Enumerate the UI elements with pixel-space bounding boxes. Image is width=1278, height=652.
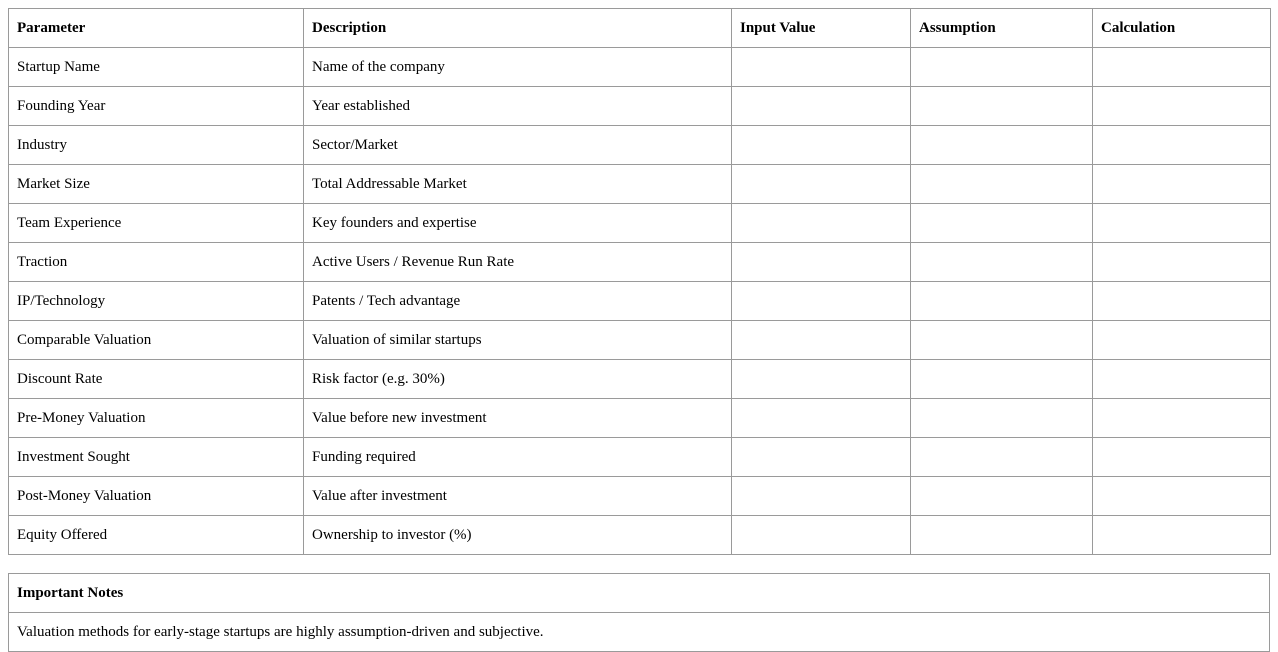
table-body	[9, 48, 1271, 555]
table-row	[9, 516, 1271, 555]
input-value-cell[interactable]	[732, 321, 911, 360]
assumption-cell[interactable]	[911, 477, 1093, 516]
table-row	[9, 282, 1271, 321]
header-assumption: Assumption	[911, 9, 1093, 48]
description-cell: Active Users / Revenue Run Rate	[304, 243, 732, 282]
calculation-cell[interactable]	[1093, 165, 1271, 204]
assumption-cell[interactable]	[911, 243, 1093, 282]
table-row	[9, 48, 1271, 87]
calculation-cell[interactable]	[1093, 438, 1271, 477]
description-cell: Patents / Tech advantage	[304, 282, 732, 321]
notes-body	[9, 613, 1270, 652]
parameter-cell: Post-Money Valuation	[9, 477, 304, 516]
calculation-cell[interactable]	[1093, 204, 1271, 243]
calculation-cell[interactable]	[1093, 48, 1271, 87]
assumption-cell[interactable]	[911, 126, 1093, 165]
table-row	[9, 243, 1271, 282]
calculation-cell[interactable]	[1093, 321, 1271, 360]
note-text: Valuation methods for early-stage startups are highly assumption-driven and subjective.	[9, 613, 1270, 652]
assumption-cell[interactable]	[911, 438, 1093, 477]
assumption-cell[interactable]	[911, 360, 1093, 399]
input-value-cell[interactable]	[732, 126, 911, 165]
description-cell: Valuation of similar startups	[304, 321, 732, 360]
table-row	[9, 87, 1271, 126]
assumption-cell[interactable]	[911, 399, 1093, 438]
input-value-cell[interactable]	[732, 87, 911, 126]
table-row	[9, 477, 1271, 516]
calculation-cell[interactable]	[1093, 243, 1271, 282]
description-cell: Ownership to investor (%)	[304, 516, 732, 555]
assumption-cell[interactable]	[911, 282, 1093, 321]
input-value-cell[interactable]	[732, 477, 911, 516]
parameter-cell: Traction	[9, 243, 304, 282]
header-input-value: Input Value	[732, 9, 911, 48]
table-row	[9, 360, 1271, 399]
parameter-cell: Equity Offered	[9, 516, 304, 555]
notes-header-row	[9, 574, 1270, 613]
header-row	[9, 9, 1271, 48]
notes-row	[9, 613, 1270, 652]
parameter-cell: Comparable Valuation	[9, 321, 304, 360]
calculation-cell[interactable]	[1093, 360, 1271, 399]
notes-table	[8, 573, 1270, 652]
assumption-cell[interactable]	[911, 204, 1093, 243]
description-cell: Total Addressable Market	[304, 165, 732, 204]
parameter-cell: IP/Technology	[9, 282, 304, 321]
input-value-cell[interactable]	[732, 204, 911, 243]
header-calculation: Calculation	[1093, 9, 1271, 48]
input-value-cell[interactable]	[732, 48, 911, 87]
calculation-cell[interactable]	[1093, 126, 1271, 165]
input-value-cell[interactable]	[732, 282, 911, 321]
table-row	[9, 438, 1271, 477]
parameter-cell: Founding Year	[9, 87, 304, 126]
assumption-cell[interactable]	[911, 516, 1093, 555]
description-cell: Year established	[304, 87, 732, 126]
input-value-cell[interactable]	[732, 516, 911, 555]
header-parameter: Parameter	[9, 9, 304, 48]
assumption-cell[interactable]	[911, 87, 1093, 126]
calculation-cell[interactable]	[1093, 477, 1271, 516]
parameter-cell: Industry	[9, 126, 304, 165]
assumption-cell[interactable]	[911, 321, 1093, 360]
calculation-cell[interactable]	[1093, 516, 1271, 555]
table-row	[9, 165, 1271, 204]
table-row	[9, 126, 1271, 165]
description-cell: Value before new investment	[304, 399, 732, 438]
parameter-cell: Pre-Money Valuation	[9, 399, 304, 438]
calculation-cell[interactable]	[1093, 282, 1271, 321]
table-row	[9, 321, 1271, 360]
description-cell: Key founders and expertise	[304, 204, 732, 243]
input-value-cell[interactable]	[732, 243, 911, 282]
parameter-cell: Discount Rate	[9, 360, 304, 399]
table-row	[9, 204, 1271, 243]
description-cell: Funding required	[304, 438, 732, 477]
description-cell: Risk factor (e.g. 30%)	[304, 360, 732, 399]
calculation-cell[interactable]	[1093, 399, 1271, 438]
notes-title: Important Notes	[9, 574, 1270, 613]
description-cell: Sector/Market	[304, 126, 732, 165]
input-value-cell[interactable]	[732, 165, 911, 204]
parameter-cell: Team Experience	[9, 204, 304, 243]
header-description: Description	[304, 9, 732, 48]
input-value-cell[interactable]	[732, 399, 911, 438]
input-value-cell[interactable]	[732, 438, 911, 477]
calculation-cell[interactable]	[1093, 87, 1271, 126]
assumption-cell[interactable]	[911, 165, 1093, 204]
valuation-table	[8, 8, 1271, 555]
table-row	[9, 399, 1271, 438]
description-cell: Name of the company	[304, 48, 732, 87]
assumption-cell[interactable]	[911, 48, 1093, 87]
parameter-cell: Market Size	[9, 165, 304, 204]
parameter-cell: Investment Sought	[9, 438, 304, 477]
input-value-cell[interactable]	[732, 360, 911, 399]
description-cell: Value after investment	[304, 477, 732, 516]
parameter-cell: Startup Name	[9, 48, 304, 87]
